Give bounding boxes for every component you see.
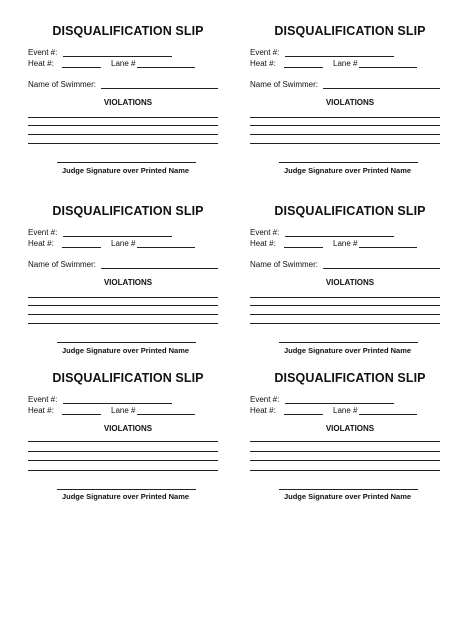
- lane-blank[interactable]: [137, 247, 195, 248]
- event-label: Event #:: [28, 48, 58, 57]
- violation-line[interactable]: [28, 314, 218, 315]
- event-label: Event #:: [250, 228, 280, 237]
- lane-blank[interactable]: [359, 247, 417, 248]
- violation-line[interactable]: [250, 117, 440, 118]
- lane-blank[interactable]: [359, 414, 417, 415]
- violation-line[interactable]: [28, 451, 218, 452]
- heat-blank[interactable]: [284, 247, 323, 248]
- signature-line[interactable]: [279, 489, 418, 490]
- violation-line[interactable]: [28, 470, 218, 471]
- signature-line[interactable]: [57, 489, 196, 490]
- heat-blank[interactable]: [62, 247, 101, 248]
- slip-2: [250, 24, 450, 184]
- slip-title: DISQUALIFICATION SLIP: [274, 371, 426, 385]
- violation-line[interactable]: [28, 460, 218, 461]
- violation-line[interactable]: [28, 305, 218, 306]
- violation-line[interactable]: [28, 323, 218, 324]
- swimmer-label: Name of Swimmer:: [250, 80, 319, 89]
- signature-line[interactable]: [57, 162, 196, 163]
- swimmer-blank[interactable]: [323, 268, 440, 269]
- violation-line[interactable]: [250, 460, 440, 461]
- violations-heading: VIOLATIONS: [103, 98, 153, 107]
- event-blank[interactable]: [63, 236, 172, 237]
- lane-blank[interactable]: [359, 67, 417, 68]
- slip-title: DISQUALIFICATION SLIP: [52, 371, 204, 385]
- event-blank[interactable]: [63, 56, 172, 57]
- violation-line[interactable]: [250, 143, 440, 144]
- violation-line[interactable]: [250, 314, 440, 315]
- violation-line[interactable]: [28, 117, 218, 118]
- heat-label: Heat #:: [28, 239, 54, 248]
- signature-label: Judge Signature over Printed Name: [283, 166, 412, 175]
- lane-blank[interactable]: [137, 67, 195, 68]
- heat-blank[interactable]: [284, 414, 323, 415]
- swimmer-blank[interactable]: [323, 88, 440, 89]
- slip-4: [250, 204, 450, 364]
- lane-blank[interactable]: [137, 414, 195, 415]
- lane-label: Lane #: [333, 406, 358, 415]
- violations-heading: VIOLATIONS: [103, 424, 153, 433]
- violation-line[interactable]: [28, 297, 218, 298]
- violation-line[interactable]: [250, 441, 440, 442]
- violation-line[interactable]: [28, 134, 218, 135]
- swimmer-label: Name of Swimmer:: [28, 260, 97, 269]
- signature-line[interactable]: [279, 162, 418, 163]
- event-label: Event #:: [28, 228, 58, 237]
- event-blank[interactable]: [285, 56, 394, 57]
- violation-line[interactable]: [250, 305, 440, 306]
- heat-label: Heat #:: [28, 59, 54, 68]
- slip-6: [250, 371, 450, 531]
- signature-label: Judge Signature over Printed Name: [61, 166, 190, 175]
- slip-3: [28, 204, 228, 364]
- slip-5: [28, 371, 228, 531]
- violation-line[interactable]: [28, 125, 218, 126]
- heat-blank[interactable]: [62, 414, 101, 415]
- swimmer-label: Name of Swimmer:: [28, 80, 97, 89]
- violation-line[interactable]: [28, 441, 218, 442]
- lane-label: Lane #: [111, 406, 136, 415]
- signature-label: Judge Signature over Printed Name: [61, 492, 190, 501]
- signature-line[interactable]: [279, 342, 418, 343]
- event-blank[interactable]: [285, 236, 394, 237]
- heat-label: Heat #:: [250, 239, 276, 248]
- violation-line[interactable]: [250, 297, 440, 298]
- heat-blank[interactable]: [62, 67, 101, 68]
- swimmer-blank[interactable]: [101, 88, 218, 89]
- violation-line[interactable]: [250, 451, 440, 452]
- event-blank[interactable]: [63, 403, 172, 404]
- heat-blank[interactable]: [284, 67, 323, 68]
- violation-line[interactable]: [28, 143, 218, 144]
- signature-label: Judge Signature over Printed Name: [61, 346, 190, 355]
- violation-line[interactable]: [250, 470, 440, 471]
- swimmer-blank[interactable]: [101, 268, 218, 269]
- slip-title: DISQUALIFICATION SLIP: [274, 24, 426, 38]
- lane-label: Lane #: [333, 59, 358, 68]
- swimmer-label: Name of Swimmer:: [250, 260, 319, 269]
- event-label: Event #:: [250, 395, 280, 404]
- violation-line[interactable]: [250, 134, 440, 135]
- violations-heading: VIOLATIONS: [325, 424, 375, 433]
- event-label: Event #:: [28, 395, 58, 404]
- heat-label: Heat #:: [28, 406, 54, 415]
- event-label: Event #:: [250, 48, 280, 57]
- violations-heading: VIOLATIONS: [325, 98, 375, 107]
- violation-line[interactable]: [250, 125, 440, 126]
- signature-label: Judge Signature over Printed Name: [283, 492, 412, 501]
- slip-1: [28, 24, 228, 184]
- slip-title: DISQUALIFICATION SLIP: [52, 204, 204, 218]
- violations-heading: VIOLATIONS: [325, 278, 375, 287]
- signature-label: Judge Signature over Printed Name: [283, 346, 412, 355]
- heat-label: Heat #:: [250, 406, 276, 415]
- heat-label: Heat #:: [250, 59, 276, 68]
- violations-heading: VIOLATIONS: [103, 278, 153, 287]
- lane-label: Lane #: [333, 239, 358, 248]
- slip-title: DISQUALIFICATION SLIP: [52, 24, 204, 38]
- lane-label: Lane #: [111, 59, 136, 68]
- slip-title: DISQUALIFICATION SLIP: [274, 204, 426, 218]
- lane-label: Lane #: [111, 239, 136, 248]
- violation-line[interactable]: [250, 323, 440, 324]
- signature-line[interactable]: [57, 342, 196, 343]
- event-blank[interactable]: [285, 403, 394, 404]
